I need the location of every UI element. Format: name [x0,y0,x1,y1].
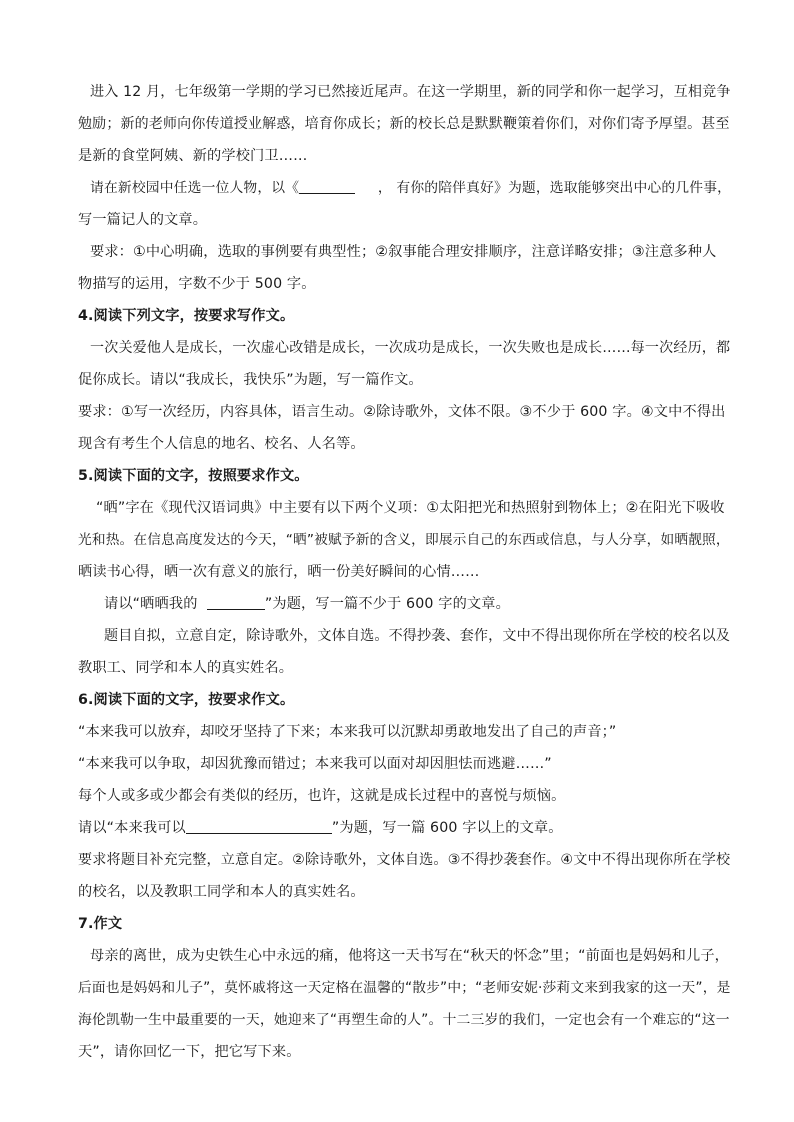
paragraph-line: 母亲的离世，成为史铁生心中永远的痛，他将这一天书写在“秋天的怀念”里；“前面也是妈妈和儿子， [90,948,730,964]
fill-in-blank [299,178,355,194]
question-heading: 7.作文 [78,916,123,932]
fill-in-blank [207,594,265,610]
paragraph-line: 海伦凯勒一生中最重要的一天，她迎来了“再塑生命的人”。十二三岁的我们，一定也会有一个难忘的“这一 [78,1012,730,1028]
paragraph-line: 是新的食堂阿姨、新的学校门卫…… [78,148,308,164]
paragraph-line: “晒”字在《现代汉语词典》中主要有以下两个义项：①太阳把光和热照射到物体上；②在阳光下吸收 [96,500,725,516]
paragraph-line: 天”，请你回忆一下，把它写下来。 [78,1044,301,1060]
paragraph-line: 进入 12 月，七年级第一学期的学习已然接近尾声。在这一学期里，新的同学和你一起学习，互相竞争 [90,84,731,100]
paragraph-line: “本来我可以放弃，却咬牙坚持了下来；本来我可以沉默却勇敢地发出了自己的声音；” [78,724,617,740]
paragraph-line: 晒读书心得，晒一次有意义的旅行，晒一份美好瞬间的心情…… [78,564,480,580]
title-prefix: 请以“本来我可以 [78,820,186,836]
paragraph-line [78,818,563,838]
paragraph-line: 勉励；新的老师向你传道授业解惑，培育你成长；新的校长总是默默鞭策着你们，对你们寄予厚望。甚至 [78,116,730,132]
title-suffix: ， 有你的陪伴真好》为题，选取能够突出中心的几件事， [377,180,732,196]
question-heading: 6.阅读下面的文字，按要求作文。 [78,692,295,708]
requirements-line: 题目自拟，立意自定，除诗歌外，文体自选。不得抄袭、套作，文中不得出现你所在学校的校名以及 [104,628,731,644]
title-suffix: ”为题，写一篇 600 字以上的文章。 [331,820,563,836]
question-heading: 4.阅读下列文字，按要求写作文。 [78,308,295,324]
requirements-line: 现含有考生个人信息的地名、校名、人名等。 [78,436,365,452]
paragraph-line [104,594,510,614]
paragraph-line: 后面也是妈妈和儿子”，莫怀戚将这一天定格在温馨的“散步”中；“老师安妮·莎莉文来到我家的这一天”，是 [78,980,731,996]
requirements-line: 要求将题目补充完整，立意自定。②除诗歌外，文体自选。③不得抄袭套作。④文中不得出现你所在学校 [78,852,731,868]
paragraph-line: 写一篇记人的文章。 [78,212,208,228]
requirements-line: 要求：①中心明确，选取的事例要有典型性；②叙事能合理安排顺序，注意详略安排；③注意多种人 [90,244,717,260]
paragraph-line: 促你成长。请以“我成长，我快乐”为题，写一篇作文。 [78,372,423,388]
question-heading: 5.阅读下面的文字，按照要求作文。 [78,468,309,484]
paragraph-line: 一次关爱他人是成长，一次虚心改错是成长，一次成功是成长，一次失败也是成长……每一次经历，都 [90,340,731,356]
paragraph-line: 光和热。在信息高度发达的今天，“晒”被赋予新的含义，即展示自己的东西或信息，与人分享，如晒靓照， [78,532,730,548]
paragraph-line: 每个人或多或少都会有类似的经历，也许，这就是成长过程中的喜悦与烦恼。 [78,788,566,804]
requirements-line: 要求：①写一次经历，内容具体，语言生动。②除诗歌外，文体不限。③不少于 600 字。④文中不得出 [78,404,726,420]
title-prefix: 请以“晒晒我的 [104,596,198,612]
requirements-line: 的校名，以及教职工同学和本人的真实姓名。 [78,884,365,900]
requirements-line: 教职工、同学和本人的真实姓名。 [78,660,294,676]
fill-in-blank [186,818,332,834]
title-suffix: ”为题，写一篇不少于 600 字的文章。 [264,596,510,612]
paragraph-line [90,178,731,198]
paragraph-line: “本来我可以争取，却因犹豫而错过；本来我可以面对却因胆怯而逃避……” [78,756,552,772]
requirements-line: 物描写的运用，字数不少于 500 字。 [78,276,316,292]
title-prefix: 请在新校园中任选一位人物，以《 [90,180,300,196]
